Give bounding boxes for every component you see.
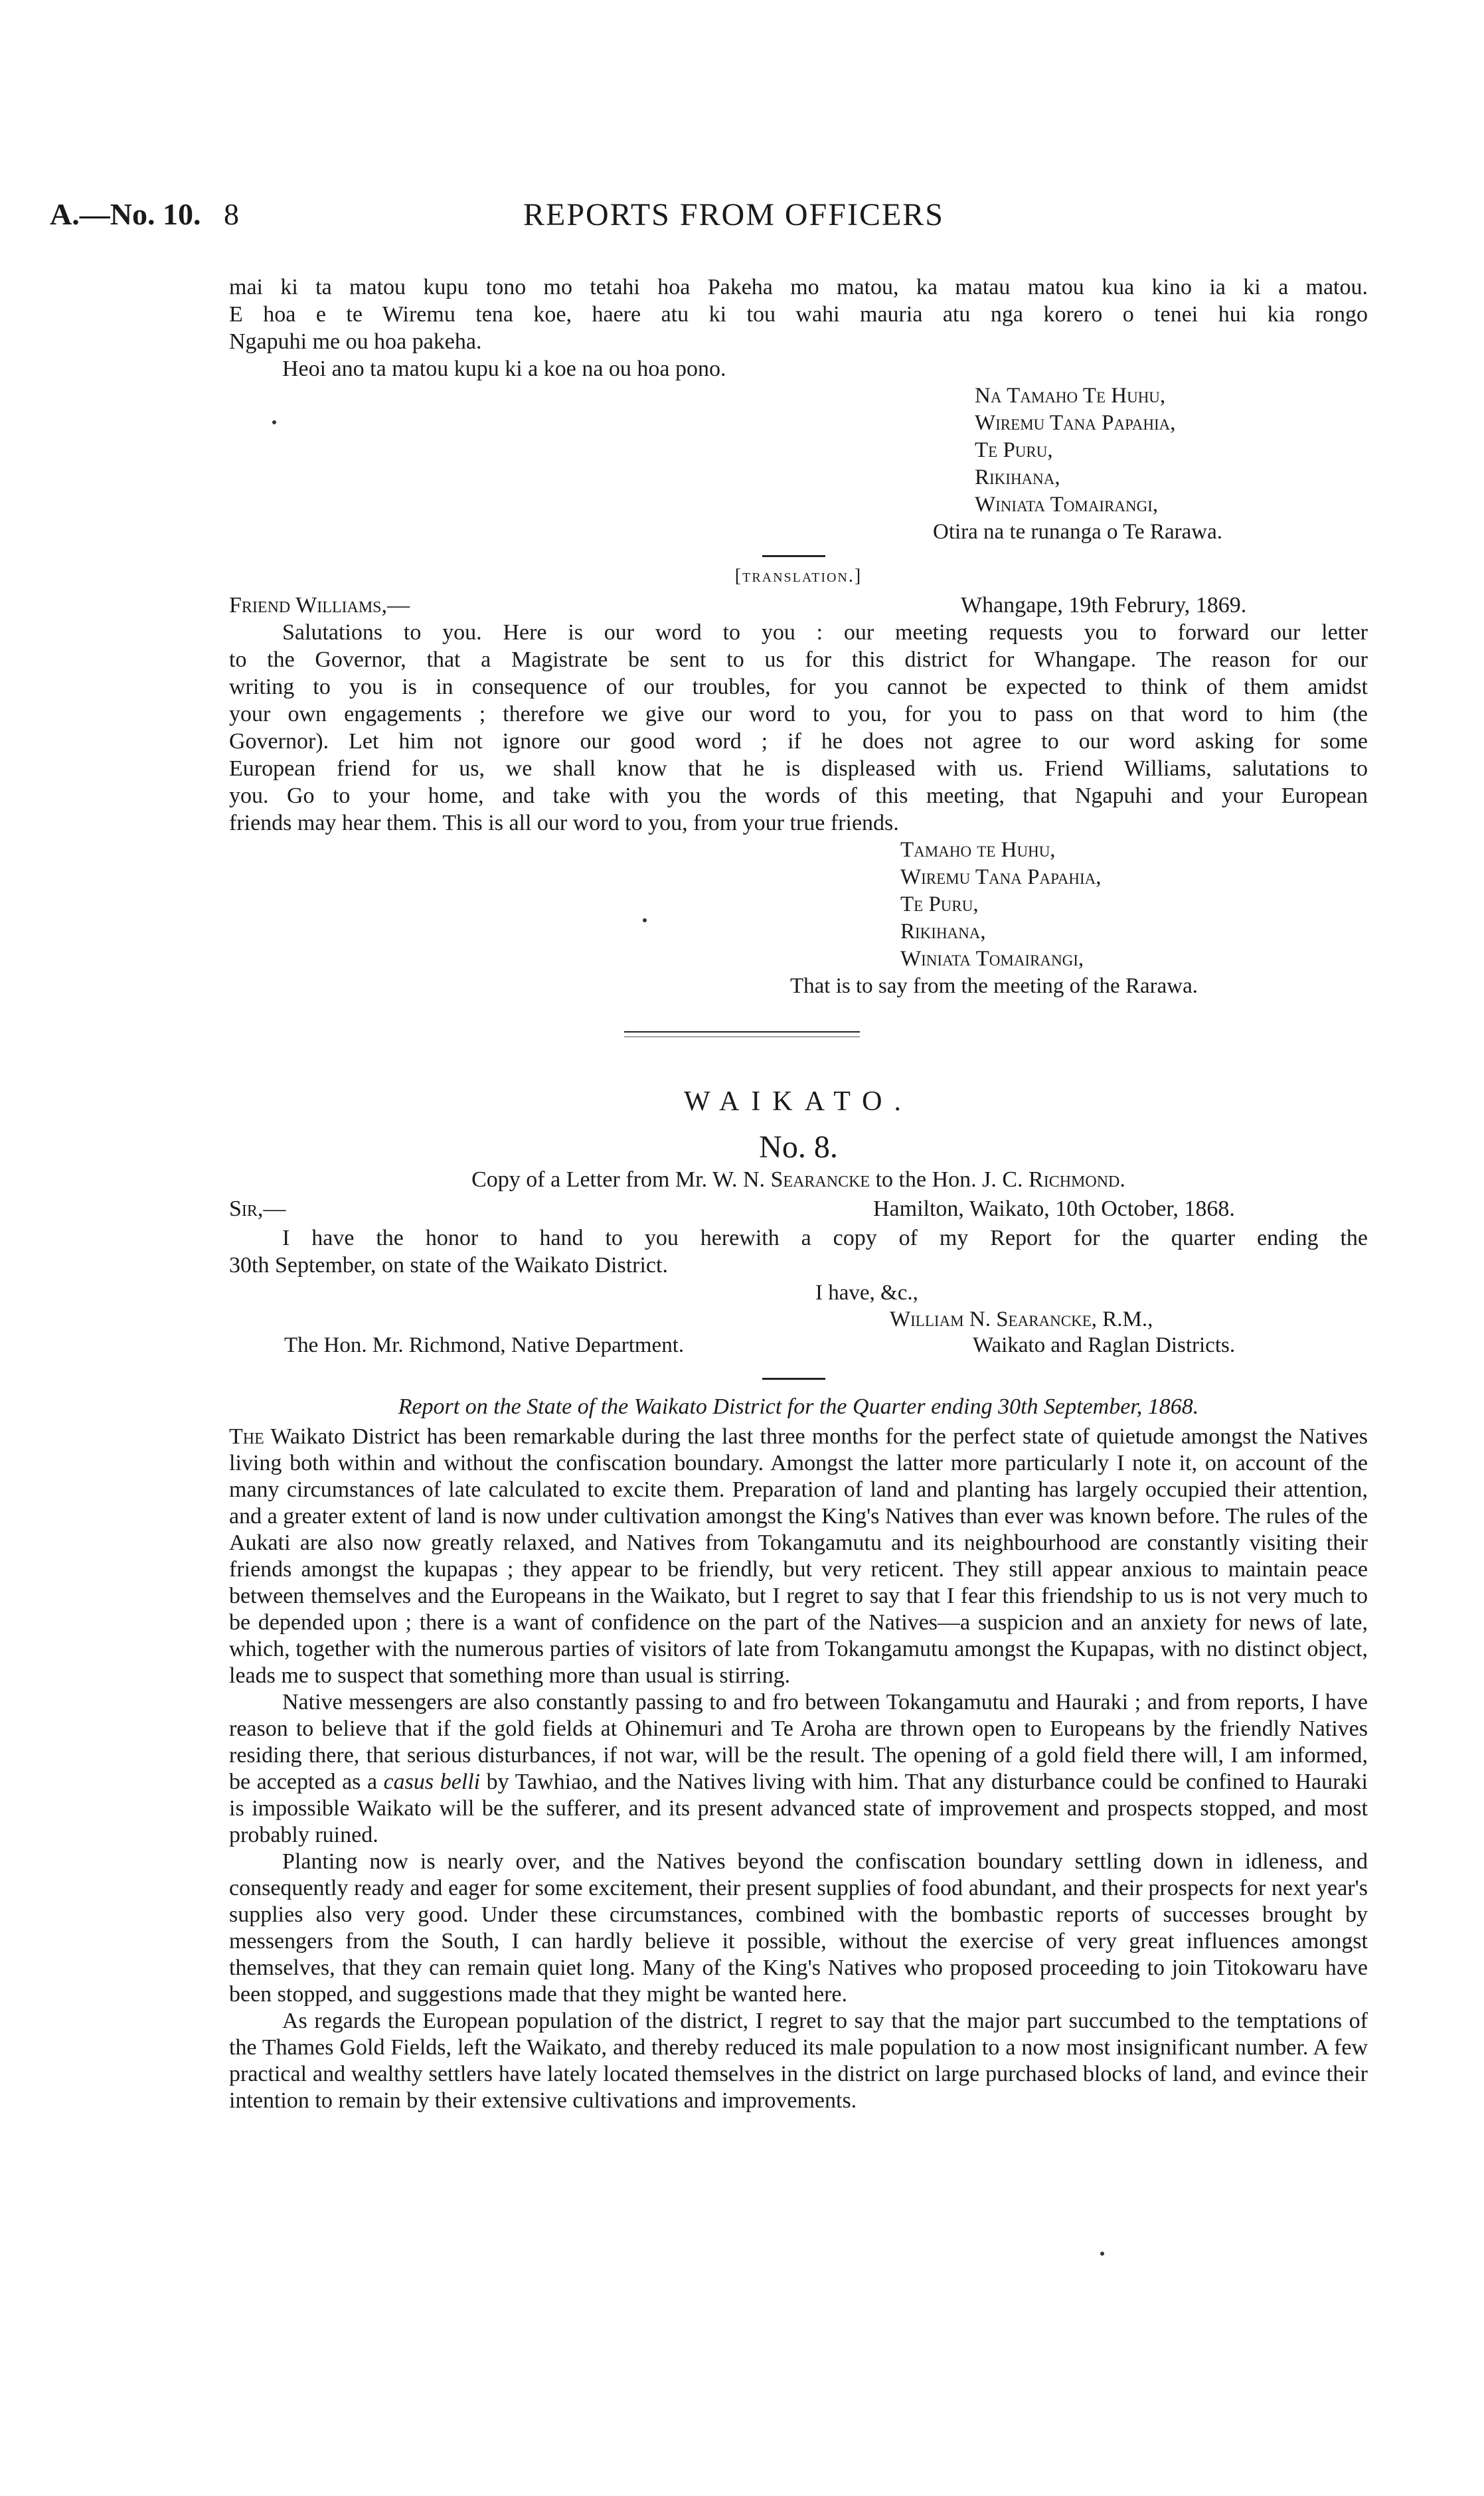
- section-divider: [762, 555, 825, 557]
- signatory-name: Winiata Tomairangi,: [900, 947, 1084, 971]
- speck: [643, 918, 647, 922]
- signatory-name: Wiremu Tana Papahia,: [900, 865, 1102, 889]
- maori-line: E hoa e te Wiremu tena koe, haere atu ki tou wahi mauria atu nga korero o tenei hui kia rongo: [229, 302, 1368, 327]
- speck: [1100, 2252, 1104, 2256]
- signatory-name: Te Puru,: [975, 438, 1053, 462]
- translation-label: [translation.]: [734, 566, 863, 586]
- translation-signatories: [900, 837, 1102, 973]
- speck: [272, 420, 276, 424]
- report-title: Report on the State of the Waikato District for the Quarter ending 30th September, 1868.: [398, 1394, 1199, 1419]
- translation-place-date: Whangape, 19th Februry, 1869.: [961, 593, 1247, 618]
- maori-letter-text: [229, 274, 1368, 382]
- signatory-name: Wiremu Tana Papahia,: [975, 411, 1176, 435]
- letter-signer: William N. Searancke, R.M.,: [890, 1307, 1153, 1331]
- signatory-name: Rikihana,: [900, 920, 986, 944]
- letter-place-date: Hamilton, Waikato, 10th October, 1868.: [873, 1197, 1235, 1221]
- signatory-name: Tamaho te Huhu,: [900, 838, 1056, 862]
- translation-line: your own engagements ; therefore we give our word to you, for you to pass on that word to him (the: [229, 702, 1368, 726]
- translation-line: Salutations to you. Here is our word to you : our meeting requests you to forward our letter: [282, 620, 1368, 645]
- letter-salutation: Sir,—: [229, 1197, 286, 1221]
- letter-body: [229, 1224, 1368, 1279]
- translation-line: writing to you is in consequence of our troubles, for you cannot be expected to think of them amidst: [229, 675, 1368, 699]
- letter-line: I have the honor to hand to you herewith a copy of my Report for the quarter ending the: [282, 1226, 1368, 1250]
- letter-signer-district: Waikato and Raglan Districts.: [973, 1333, 1236, 1357]
- letter-line: 30th September, on state of the Waikato District.: [229, 1253, 668, 1278]
- maori-runanga-line: Otira na te runanga o Te Rarawa.: [933, 520, 1222, 544]
- letter-salutation-row: [229, 1195, 1368, 1222]
- translation-body: [229, 619, 1368, 837]
- signatory-name: Winiata Tomairangi,: [975, 493, 1159, 517]
- signatory-name: Te Puru,: [900, 892, 979, 916]
- maori-line: Ngapuhi me ou hoa pakeha.: [229, 329, 482, 354]
- maori-closing: Heoi ano ta matou kupu ki a koe na ou hoa pono.: [282, 357, 726, 381]
- translation-line: European friend for us, we shall know that he is displeased with us. Friend Williams, salutations to: [229, 756, 1368, 781]
- document-reference: A.—No. 10.: [50, 197, 201, 231]
- report-paragraph: Planting now is nearly over, and the Natives beyond the confiscation boundary settling down in idleness, and consequently ready and eager for some excitement, their present supplies of food abundant, and their prospects for next year's supplies also very good. Under these circumstances, combined with the bombastic reports of successes brought by messengers from the South, I can hardly believe it possible, without the exercise of very great influences amongst themselves, that they can remain quiet long. Many of the King's Natives who proposed proceeding to join Titokowaru have been stopped, and suggestions made that they might be wanted here.: [229, 1849, 1368, 2007]
- signatory-name: Na Tamaho Te Huhu,: [975, 384, 1166, 408]
- report-body: [229, 1424, 1368, 2114]
- translation-closing: That is to say from the meeting of the Rarawa.: [790, 974, 1198, 998]
- section-divider: [762, 1378, 825, 1380]
- section-number: No. 8.: [759, 1129, 838, 1165]
- translation-salutation: Friend Williams,—: [229, 593, 410, 618]
- translation-line: to the Governor, that a Magistrate be sent to us for this district for Whangape. The reason for our: [229, 647, 1368, 672]
- report-paragraph: Native messengers are also constantly passing to and fro between Tokangamutu and Hauraki ; and from reports, I have reason to believe that if the gold fields at Ohinemuri and Te Aroha are thrown open to Europeans by the friendly Natives residing there, that serious disturbances, if not war, will be the result. The opening of a gold field there will, I am informed, be accepted as a casus belli by Tawhiao, and the Natives living with him. That any disturbance could be confined to Hauraki is impossible Waikato will be the sufferer, and its present advanced state of improvement and prospects stopped, and most probably ruined.: [229, 1690, 1368, 1847]
- page-title: REPORTS FROM OFFICERS: [523, 197, 944, 232]
- report-paragraph: As regards the European population of the district, I regret to say that the major part succumbed to the temptations of the Thames Gold Fields, left the Waikato, and thereby reduced its male population to a now most insignificant number. A few practical and wealthy settlers have lately located themselves in the district on large purchased blocks of land, and evince their intention to remain by their extensive cultivations and improvements.: [229, 2009, 1368, 2113]
- page-header: [50, 197, 1418, 243]
- translation-line: you. Go to your home, and take with you the words of this meeting, that Ngapuhi and your European: [229, 784, 1368, 808]
- translation-line: Governor). Let him not ignore our good word ; if he does not agree to our word asking for some: [229, 729, 1368, 754]
- translation-salutation-row: [229, 592, 1368, 619]
- letter-addressee: The Hon. Mr. Richmond, Native Department.: [284, 1333, 685, 1357]
- report-paragraph: The Waikato District has been remarkable during the last three months for the perfect state of quietude amongst the Natives living both within and without the confiscation boundary. Amongst the latter more particularly I note it, on account of the many circumstances of late calculated to excite them. Preparation of land and planting has largely occupied their attention, and a greater extent of land is now under cultivation amongst the King's Natives than ever was known before. The rules of the Aukati are also now greatly relaxed, and Natives from Tokangamutu and its neighbourhood are constantly visiting their friends amongst the kupapas ; they appear to be friendly, but very reticent. They still appear anxious to maintain peace between themselves and the Europeans in the Waikato, but I regret to say that I fear this friendship to us is not very much to be depended upon ; there is a want of confidence on the part of the Natives—a suspicion and an anxiety for news of late, which, together with the numerous parties of visitors of late from Tokangamutu amongst the Kupapas, with no distinct object, leads me to suspect that something more than usual is stirring.: [229, 1424, 1368, 1688]
- letter-valediction: I have, &c.,: [815, 1281, 918, 1305]
- maori-line: mai ki ta matou kupu tono mo tetahi hoa Pakeha mo matou, ka matau matou kua kino ia ki a matou.: [229, 275, 1368, 299]
- letter-title: Copy of a Letter from Mr. W. N. Searancke to the Hon. J. C. Richmond.: [471, 1167, 1125, 1192]
- section-heading: WAIKATO.: [683, 1086, 914, 1117]
- maori-signatories: [975, 382, 1176, 519]
- double-rule-top: [624, 1031, 860, 1033]
- signatory-name: Rikihana,: [975, 465, 1060, 489]
- page-number: 8: [224, 197, 239, 231]
- translation-line: friends may hear them. This is all our word to you, from your true friends.: [229, 811, 899, 835]
